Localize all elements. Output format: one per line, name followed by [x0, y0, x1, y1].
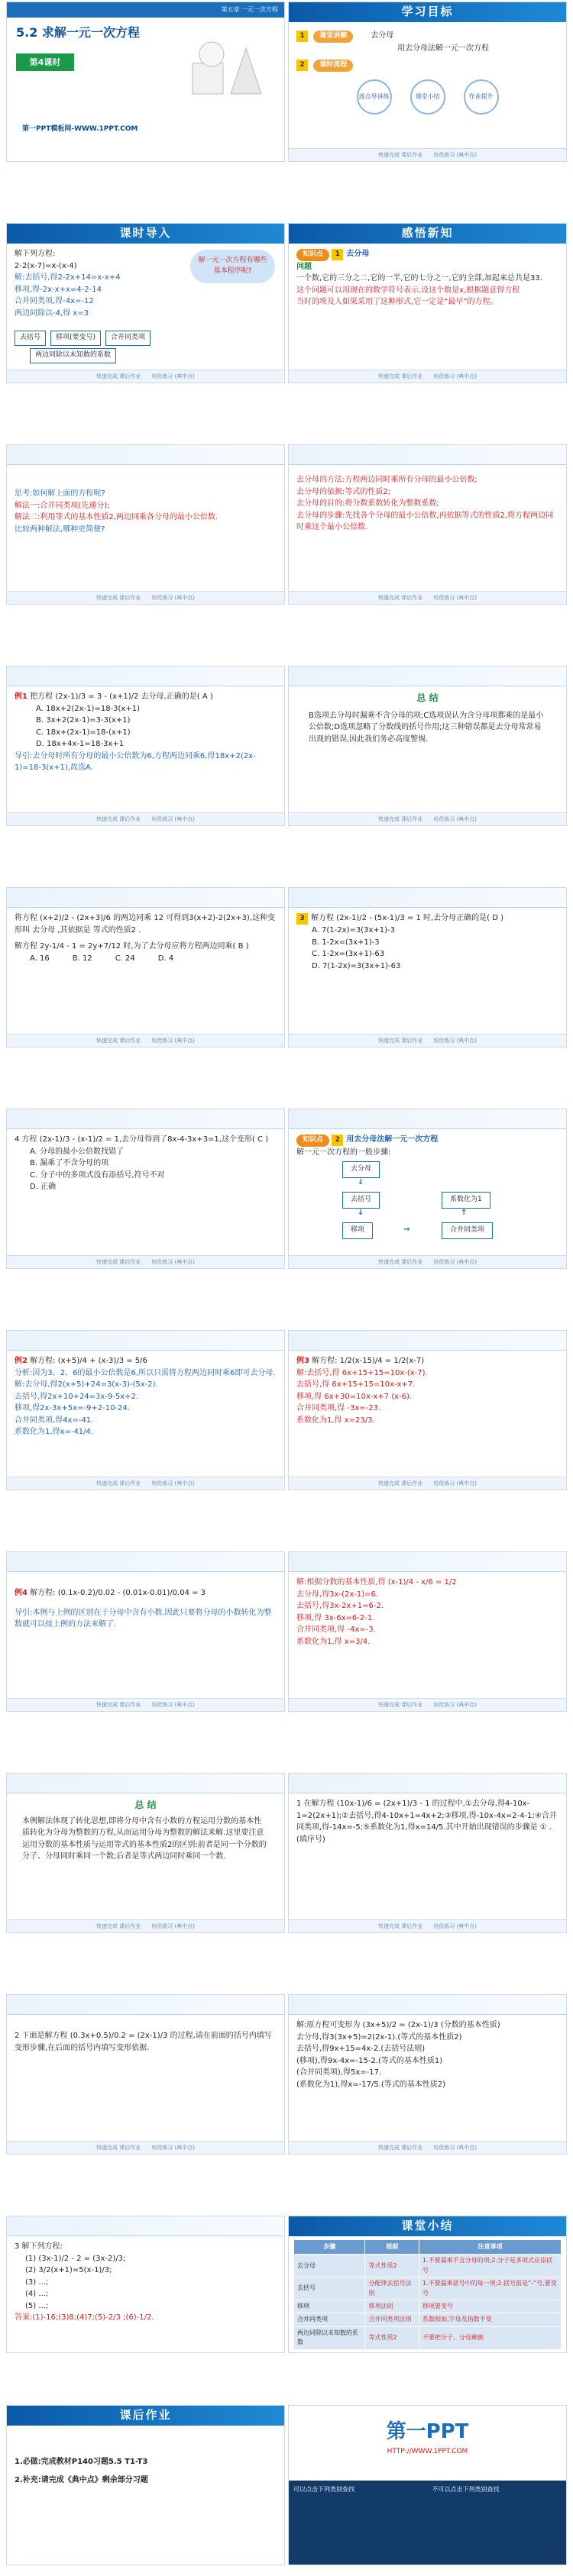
slide-brand [288, 2405, 567, 2565]
solution-line: 解:根据分数的基本性质,得 (x-1)/4 - x/6 = 1/2 [296, 1578, 457, 1587]
list-item: (4) ...; [25, 2290, 49, 2298]
footer-text: 培优练习 (典中点) [433, 373, 477, 379]
slide-practice-2 [288, 887, 567, 1048]
option: C. 24 [115, 954, 135, 963]
homework-item: 2.补充:请完成《典中点》剩余部分习题 [15, 2475, 148, 2484]
list-item: (5) ...; [25, 2301, 49, 2310]
solution-line: 系数化为1,得 x=3/4. [296, 1637, 371, 1646]
question: 3 解下列方程: [15, 2242, 63, 2251]
footer-text: 培优练习 (典中点) [151, 1258, 195, 1265]
table-header: 注意事项 [419, 2240, 562, 2255]
flow-step: 课堂小结 [410, 79, 445, 115]
option: A. 7(1-2x)=3(3x+1)-3 [312, 926, 395, 935]
footer-text: 培优练习 (典中点) [151, 594, 195, 601]
option: A. 16 [30, 954, 50, 963]
summary-table [293, 2239, 562, 2350]
solution-line: (移项),得9x-4x=-15-2.(等式的基本性质1) [296, 2056, 443, 2065]
solution-line: 去括号,得2x+10+24=3x-9-5x+2. [15, 1392, 139, 1401]
knowledge-name: 用去分母法解一元一次方程 [346, 1135, 439, 1144]
footer-text: 培优练习 (典中点) [433, 1480, 477, 1487]
footer-text: 培优练习 (典中点) [433, 1701, 477, 1708]
brand-url: HTTP://WWW.1PPT.COM [387, 2448, 468, 2456]
homework-item: 1.必做:完成教材P140习题5.5 T1-T3 [15, 2458, 148, 2466]
question: 解方程: (0.1x-0.2)/0.02 - (0.01x-0.01)/0.04 = 3 [30, 1589, 206, 1597]
footer-text: 培优练习 (典中点) [151, 1701, 195, 1708]
category-heading: 可以点击下列类别查找 [293, 2486, 354, 2493]
slide-solution-4 [288, 1551, 567, 1712]
footer-text: 培优练习 (典中点) [433, 1258, 477, 1265]
solution-line: 解:去括号,得2-2x+14=x-x+4 [15, 273, 121, 282]
paragraph: 这个问题可以用现在的数学符号表示,设这个数是x,根据题意得方程 [296, 286, 520, 295]
paragraph: 本例解法体现了转化思想,即将分母中含有小数的方程运用分数的基本性质转化为分母为整数的方程,从而运用分母为整数的解法来解.这里要注意运用分数的基本性质与运用等式的基本性质2的区别:前者是同一个分数的分子、分母同时乘同一个数;后者是等式两边同时乘同一个数. [22, 1816, 267, 1861]
footer-text: 快速完成 课后作业 [378, 1922, 423, 1929]
solution-line: 去括号,得9x+15=4x-2.(去括号法则) [296, 2045, 426, 2053]
slide-knowledge-2 [288, 1109, 567, 1269]
arrow-down-icon: ↓ [358, 1178, 364, 1187]
table-row: 去括号 分配律去括号法则 1.不要漏乘括号中的每一项;2.括号前是“-”号,要变号 [294, 2277, 562, 2300]
arrow-up-icon: ↑ [461, 1209, 468, 1218]
table-row: 去分母 等式性质2 1.不要漏乘不含分母的项;2.分子是多项式应添括号 [294, 2255, 562, 2277]
answer: 答案:(1)-16;(3)8;(4)7;(5)-2/3 ;(6)-1/2. [15, 2313, 154, 2322]
footer-text: 快速完成 课后作业 [96, 1922, 141, 1929]
solution-line: 合并同类项,得-4x=-12 [15, 297, 94, 305]
example-label: 例4 [15, 1589, 28, 1597]
solution-line: 解:去分母,得2(x+5)+24=3(x-3)-(5x-2). [15, 1380, 158, 1389]
solution-line: 去分母,得3x-(2x-1)=6. [296, 1590, 379, 1599]
paragraph: 去分母的步骤:先找各个分母的最小公倍数,再依据等式的性质2,将方程两边同时乘这个最小公倍数. [296, 511, 554, 531]
question: 解方程 2y-1/4 - 1 = 2y+7/12 时,为了去分母应将方程两边同乘( B ) [15, 942, 249, 951]
summary-title: 总 结 [134, 1800, 157, 1810]
slide-example-3 [288, 1330, 567, 1490]
summary-title: 总 结 [416, 692, 439, 703]
question: 解方程: 1/2(x-15)/4 = 1/2(x-7) [312, 1357, 425, 1365]
slide-practice-1 [6, 887, 285, 1048]
step-box: 去括号 [15, 331, 46, 346]
slide-heading: 课时导入 [119, 226, 172, 240]
number-badge: 1 [296, 31, 308, 42]
paragraph: 去分母的依据:等式的性质2; [296, 487, 391, 496]
slide-heading: 感悟新知 [401, 226, 454, 240]
slide-heading: 学习目标 [401, 5, 454, 19]
solution-line: 解:去括号,得 6x+15+15=10x-(x-7). [296, 1368, 428, 1377]
slide-summary-2 [6, 1773, 285, 1933]
arrow-right-icon: → [403, 1225, 410, 1235]
option: B. 3x+2(2x-1)=3-3(x+1) [36, 716, 131, 725]
question: 解方程 (2x-1)/2 - (5x-1)/3 = 1 时,去分母正确的是( D ) [311, 914, 504, 922]
arrow-down-icon: ↓ [358, 1209, 364, 1218]
footer-text: 培优练习 (典中点) [433, 2144, 477, 2151]
slide-goals [288, 2, 567, 162]
paragraph: B选项去分母时漏乘不含分母的项;C选项误认为含分母项都乘的是最小公倍数;D选项忽略了分数线的括号作用;这三种错误都是去分母常常易出现的错误,因此我们务必高度警惕. [309, 711, 544, 744]
solution-line: (合并同类项),得5x=-17. [296, 2068, 382, 2077]
list-item: (3) ...; [25, 2277, 49, 2287]
footer-text: 快速完成 课后作业 [378, 1701, 423, 1708]
footer-text: 快速完成 课后作业 [96, 1037, 141, 1044]
footer-text: 培优练习 (典中点) [151, 815, 195, 822]
thought-bubble: 解一元一次方程有哪些基本程序呢? [190, 250, 275, 283]
question: 4 方程 (2x-1)/3 - (x-1)/2 = 1,去分母得到了8x-4-3x+3=1,这个变形( C ) [15, 1135, 269, 1144]
option: D. 正确 [30, 1183, 57, 1191]
footer-text: 快速完成 课后作业 [96, 2144, 141, 2151]
slide-knowledge-1 [288, 223, 567, 383]
flow-step: 逐点导讲练 [357, 79, 392, 115]
example-label: 例1 [15, 692, 28, 701]
footer-text: 培优练习 (典中点) [433, 815, 477, 822]
paragraph: 当时的埃及人如果采用了这种形式,它一定是“最早”的方程。 [296, 298, 498, 307]
slide-solution-5 [288, 1994, 567, 2155]
solution-line: 合并同类项,得 -4x=-3. [296, 1625, 376, 1634]
slide-summary-1 [288, 666, 567, 826]
number-badge: 1 [332, 249, 343, 260]
footer-text: 快速完成 课后作业 [96, 594, 141, 601]
slide-class-summary [288, 2216, 567, 2353]
geometry-shapes-icon [177, 33, 269, 102]
footer-text: 快速完成 课后作业 [96, 815, 141, 822]
table-row: 两边同除以未知数的系数 等式性质2 不要把分子、分母颠倒 [294, 2326, 562, 2349]
option: D. 4 [157, 954, 174, 963]
option: C. 1-2x=(3x+1)-63 [312, 950, 385, 958]
footer-text: 培优练习 (典中点) [151, 2144, 195, 2151]
step-box: 合并同类项 [105, 331, 151, 346]
question: 解方程: (x+5)/4 + (x-3)/3 = 5/6 [30, 1357, 147, 1365]
flow-box: 合并同类项 [442, 1222, 493, 1239]
slide-think [6, 444, 285, 605]
footer-text: 培优练习 (典中点) [151, 1480, 195, 1487]
example-label: 例3 [296, 1357, 309, 1365]
footer-text: 快速完成 课后作业 [378, 1037, 423, 1044]
paragraph: 去分母的目的:将分数系数转化为整数系数; [296, 499, 439, 508]
footer-text: 快速完成 课后作业 [96, 373, 141, 379]
solution-line: 移项,得-2x-x+x=4-2-14 [15, 285, 102, 294]
question: 1 在解方程 (10x-1)/6 = (2x+1)/3 - 1 的过程中,①去分母,得4-10x-1=2(2x+1);②去括号,得4-10x+1=4x+2;③移项,得-10x-4x=2-4-1;④合并同类项,得-14x=-5;⑤系数化为1,得x=14/5.其中开始出现错误的步骤是 ① .(填序号) [296, 1800, 557, 1844]
option: A. 分母的最小公倍数找错了 [30, 1147, 125, 1156]
slide-heading: 课堂小结 [401, 2219, 454, 2233]
table-row: 移项 移项法则 移项要变号 [294, 2300, 562, 2313]
goal-tag: 课时流程 [313, 60, 353, 72]
footer-text: 快速完成 课后作业 [378, 594, 423, 601]
footer-text: 培优练习 (典中点) [433, 1922, 477, 1929]
footer-text: 培优练习 (典中点) [151, 1037, 195, 1044]
table-row: 合并同类项 合并同类项法则 系数相加,字母及指数不变 [294, 2313, 562, 2326]
category-heading: 不可以点击下列类别查找 [432, 2486, 500, 2493]
paragraph: 比较两种解法,哪种更简便? [15, 525, 105, 534]
question: 把方程 (2x-1)/3 = 3 - (x+1)/2 去分母,正确的是( A ) [30, 692, 213, 701]
solution-line: 移项,得 6x+30=10x-x+7 (x-6). [296, 1392, 413, 1401]
prompt-text: 解下列方程: [15, 250, 56, 258]
flow-box: 去括号 [342, 1192, 380, 1209]
brand-logo: 第一PPT [386, 2420, 469, 2443]
slide-example-4 [6, 1551, 285, 1712]
paragraph: 解法二:利用等式的基本性质2,两边同乘各分母的最小公倍数. [15, 513, 219, 521]
section-label: 问题 [296, 262, 312, 271]
footer-text: 快速完成 课后作业 [378, 2144, 423, 2151]
solution-line: 合并同类项,得 -3x=-23. [296, 1404, 381, 1412]
option: C. 分子中的多项式没有添括号,符号不对 [30, 1170, 165, 1180]
slide-example-2 [6, 1330, 285, 1490]
footer-text: 培优练习 (典中点) [433, 594, 477, 601]
step-box: 移项(要变号) [50, 331, 101, 346]
footer-text: 快速完成 课后作业 [378, 1480, 423, 1487]
number-badge: 2 [296, 60, 308, 71]
option: D. 7(1-2x)=3(3x+1)-63 [312, 961, 401, 970]
number-badge: 3 [296, 913, 308, 925]
solution-line: 去分母,得3(3x+5)=2(2x-1).(等式的基本性质2) [296, 2032, 462, 2042]
knowledge-pill: 知识点 [296, 1135, 329, 1147]
flow-step: 作业提升 [464, 79, 499, 115]
lesson-badge: 第4课时 [16, 53, 74, 71]
knowledge-name: 去分母 [346, 250, 370, 258]
slide-practice-6 [6, 2216, 285, 2353]
paragraph: 解法一:合并同类项(先通分); [15, 501, 110, 510]
site-label: 第一PPT模板网-WWW.1PPT.COM [22, 125, 138, 133]
footer-text: 培优练习 (典中点) [433, 1037, 477, 1044]
option: B. 漏乘了不含分母的项 [30, 1159, 109, 1167]
question: 将方程 (x+2)/2 - (2x+3)/6 的两边同乘 12 可得到3(x+2)-2(2x+3),这种变形叫 去分母 ,其依据是 等式的性质2 . [15, 914, 275, 935]
solution-line: 系数化为1,得 x=23/3. [296, 1416, 375, 1425]
table-header: 根据 [365, 2240, 419, 2255]
slide-homework [6, 2405, 285, 2565]
footer-text: 快速完成 课后作业 [96, 1258, 141, 1265]
solution-line: 分析:因为3、2、6的最小公倍数是6,所以只需将方程两边同时乘6即可去分母. [15, 1368, 276, 1377]
equation: 2-2(x-7)=x-(x-4) [15, 261, 77, 270]
solution-line: 移项,得2x-3x+5x=-9+2-10-24. [15, 1404, 130, 1412]
knowledge-pill: 知识点 [296, 249, 329, 261]
chapter-header: 第五章 一元一次方程 [7, 2, 284, 18]
solution-line: 去括号,得3x-2x+1=6-2. [296, 1602, 384, 1610]
footer-text: 快速完成 课后作业 [378, 373, 423, 379]
flow-box: 移项 [342, 1222, 373, 1239]
solution-line: (系数化为1),得x=-17/5.(等式的基本性质2) [296, 2080, 446, 2089]
slide-practice-5 [6, 1994, 285, 2155]
number-badge: 2 [332, 1135, 343, 1146]
question: 2 下面是解方程 (0.3x+0.5)/0.2 = (2x-1)/3 的过程,请在前面的括号内填写变形步骤,在后面的括号内填写变形依据. [15, 2032, 272, 2052]
list-item: (2) 3/2(x+1)=5(x-1)/3; [25, 2266, 112, 2274]
footer-text: 快速完成 课后作业 [96, 1701, 141, 1708]
slide-title [6, 2, 285, 162]
solution-line: 合并同类项,得4x=-41. [15, 1416, 94, 1425]
solution-line: 解:原方程可变形为 (3x+5)/2 = (2x-1)/3 (分数的基本性质) [296, 2021, 500, 2029]
step-box: 两边同除以未知数的系数 [30, 348, 116, 363]
slide-example-1 [6, 666, 285, 826]
guide-text: 导引:去分母时所有分母的最小公倍数为6,方程两边同乘6,得18x+2(2x-1)=18-3(x+1),故选A. [15, 751, 256, 772]
paragraph: 去分母的方法:方程两边同时乘所有分母的最小公倍数; [296, 476, 478, 484]
solution-line: 两边同除以-4,得 x=3 [15, 308, 89, 318]
flow-box: 去分母 [342, 1161, 380, 1178]
footer-text: 培优练习 (典中点) [433, 151, 477, 158]
page-title: 5.2 求解一元一次方程 [16, 25, 140, 40]
option: D. 18x+4x-1=18-3x+1 [36, 740, 125, 748]
footer-text: 培优练习 (典中点) [151, 1922, 195, 1929]
paragraph: 思考:如何解上面的方程呢? [15, 489, 105, 498]
slide-intro [6, 223, 285, 383]
goal-item: 去分母 [371, 31, 394, 40]
solution-line: 系数化为1,得x=-41/4. [15, 1428, 94, 1436]
example-label: 例2 [15, 1357, 28, 1365]
list-item: (1) (3x-1)/2 - 2 = (3x-2)/3; [25, 2254, 126, 2263]
solution-line: 去括号,得 6x+15+15=10x-x+7. [296, 1380, 416, 1389]
footer-text: 培优练习 (典中点) [151, 373, 195, 379]
guide-text: 导引:本例与上例的区别在于分母中含有小数.因此只要将分母的小数转化为整数就可以按上例的方法来解了. [15, 1608, 272, 1629]
slide-practice-4 [288, 1773, 567, 1933]
slide-practice-3 [6, 1109, 285, 1269]
goal-tag: 课堂讲解 [313, 31, 353, 43]
slide-method [288, 444, 567, 605]
footer-text: 快速完成 课后作业 [378, 151, 423, 158]
solution-line: 移项,得 3x-6x=6-2-1. [296, 1613, 375, 1622]
goal-item: 用去分母法解一元一次方程 [397, 44, 489, 53]
option: B. 12 [72, 954, 92, 963]
footer-text: 快速完成 课后作业 [378, 1258, 423, 1265]
flow-box: 系数化为1 [442, 1192, 490, 1209]
option: C. 18x+(2x-1)=18-(x+1) [36, 728, 131, 737]
table-header: 步骤 [294, 2240, 365, 2255]
option: A. 18x+2(2x-1)=18-3(x+1) [36, 704, 140, 713]
footer-text: 快速完成 课后作业 [96, 1480, 141, 1487]
paragraph: 解一元一次方程的一般步骤: [296, 1148, 391, 1157]
paragraph: 一个数,它的三分之二,它的一半,它的七分之一,它的全部,加起来总共是33. [296, 274, 542, 283]
slide-heading: 课后作业 [119, 2408, 172, 2423]
footer-text: 快速完成 课后作业 [378, 815, 423, 822]
option: B. 1-2x=(3x+1)-3 [312, 938, 380, 947]
